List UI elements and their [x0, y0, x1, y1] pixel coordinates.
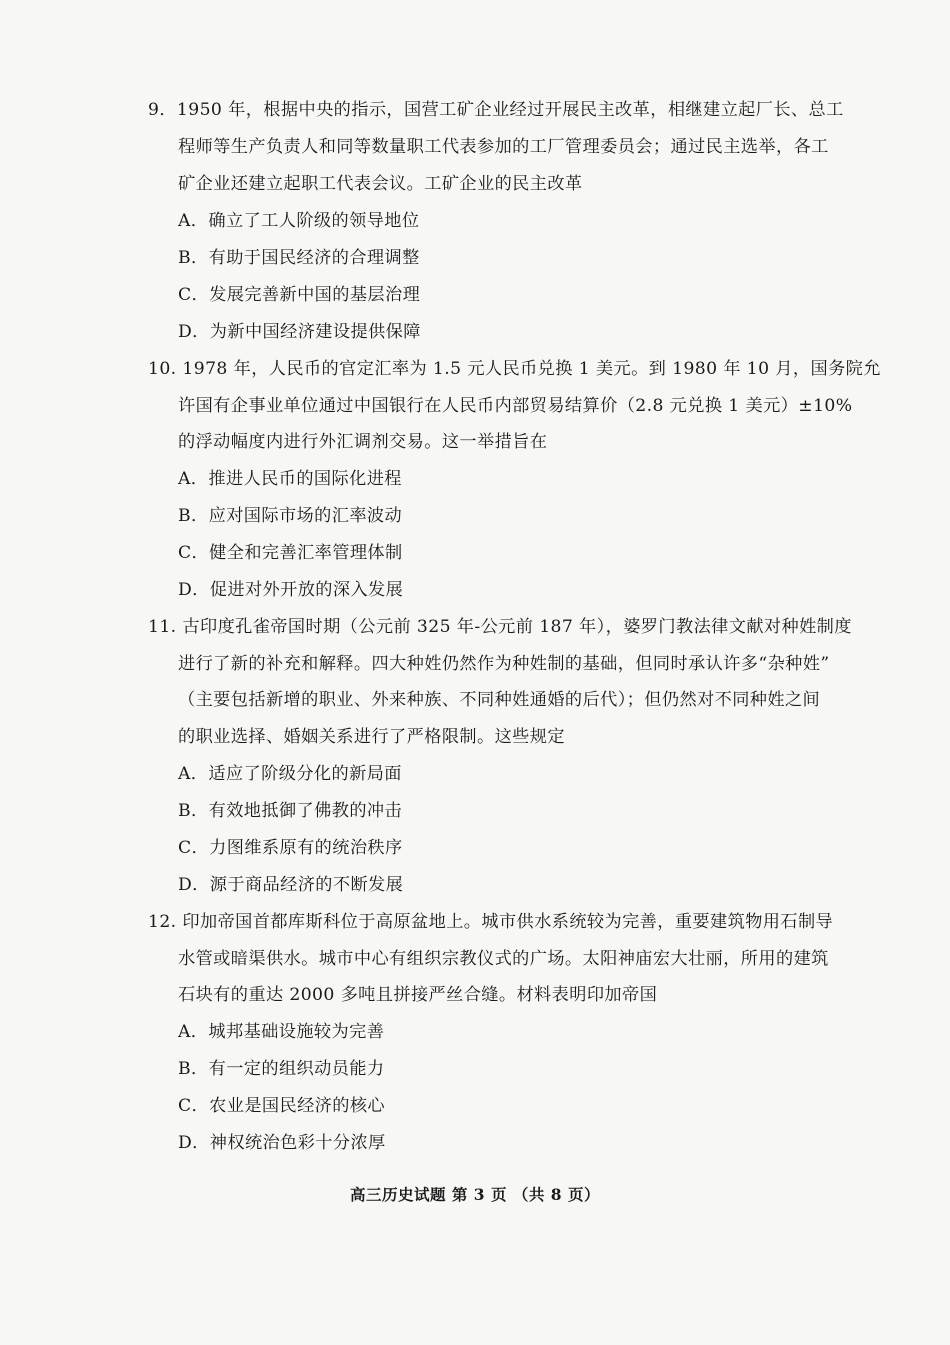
- option-a: A．适应了阶级分化的新局面: [178, 764, 402, 784]
- question-stem-line: 11. 古印度孔雀帝国时期（公元前 325 年-公元前 187 年），婆罗门教法律文献对种姓制度: [148, 617, 852, 637]
- option-b: B．有助于国民经济的合理调整: [178, 248, 420, 268]
- option-c: C．力图维系原有的统治秩序: [178, 838, 403, 858]
- option-a: A．推进人民币的国际化进程: [178, 469, 402, 489]
- question-stem-line: 水管或暗渠供水。城市中心有组织宗教仪式的广场。太阳神庙宏大壮丽，所用的建筑: [178, 949, 829, 969]
- option-b: B．应对国际市场的汇率波动: [178, 506, 403, 526]
- option-d: D．促进对外开放的深入发展: [178, 580, 404, 600]
- question-stem-line: 12. 印加帝国首都库斯科位于高原盆地上。城市供水系统较为完善，重要建筑物用石制导: [148, 912, 834, 932]
- option-d: D．神权统治色彩十分浓厚: [178, 1133, 386, 1153]
- option-a: A．确立了工人阶级的领导地位: [178, 211, 420, 231]
- question-stem-line: 10. 1978 年，人民币的官定汇率为 1.5 元人民币兑换 1 美元。到 1980 年 10 月，国务院允: [148, 359, 881, 379]
- question-stem-line: 许国有企事业单位通过中国银行在人民币内部贸易结算价（2.8 元兑换 1 美元）±10%: [178, 396, 853, 416]
- question-stem-line: （主要包括新增的职业、外来种族、不同种姓通婚的后代）；但仍然对不同种姓之间: [178, 690, 821, 710]
- question-stem-line: 程师等生产负责人和同等数量职工代表参加的工厂管理委员会；通过民主选举，各工: [178, 137, 829, 157]
- question-stem-line: 矿企业还建立起职工代表会议。工矿企业的民主改革: [178, 174, 583, 194]
- page-footer: 高三历史试题 第 3 页 （共 8 页）: [350, 1185, 600, 1204]
- option-b: B．有效地抵御了佛教的冲击: [178, 801, 403, 821]
- option-a: A．城邦基础设施较为完善: [178, 1022, 385, 1042]
- question-stem-line: 9．1950 年，根据中央的指示，国营工矿企业经过开展民主改革，相继建立起厂长、总工: [148, 100, 844, 120]
- option-d: D．源于商品经济的不断发展: [178, 875, 404, 895]
- option-b: B．有一定的组织动员能力: [178, 1059, 385, 1079]
- question-stem-line: 石块有的重达 2000 多吨且拼接严丝合缝。材料表明印加帝国: [178, 985, 658, 1005]
- option-d: D．为新中国经济建设提供保障: [178, 322, 421, 342]
- option-c: C．发展完善新中国的基层治理: [178, 285, 421, 305]
- option-c: C．农业是国民经济的核心: [178, 1096, 386, 1116]
- question-stem-line: 进行了新的补充和解释。四大种姓仍然作为种姓制的基础，但同时承认许多“杂种姓”: [178, 654, 830, 674]
- option-c: C．健全和完善汇率管理体制: [178, 543, 403, 563]
- question-stem-line: 的职业选择、婚姻关系进行了严格限制。这些规定: [178, 727, 565, 747]
- question-stem-line: 的浮动幅度内进行外汇调剂交易。这一举措旨在: [178, 432, 548, 452]
